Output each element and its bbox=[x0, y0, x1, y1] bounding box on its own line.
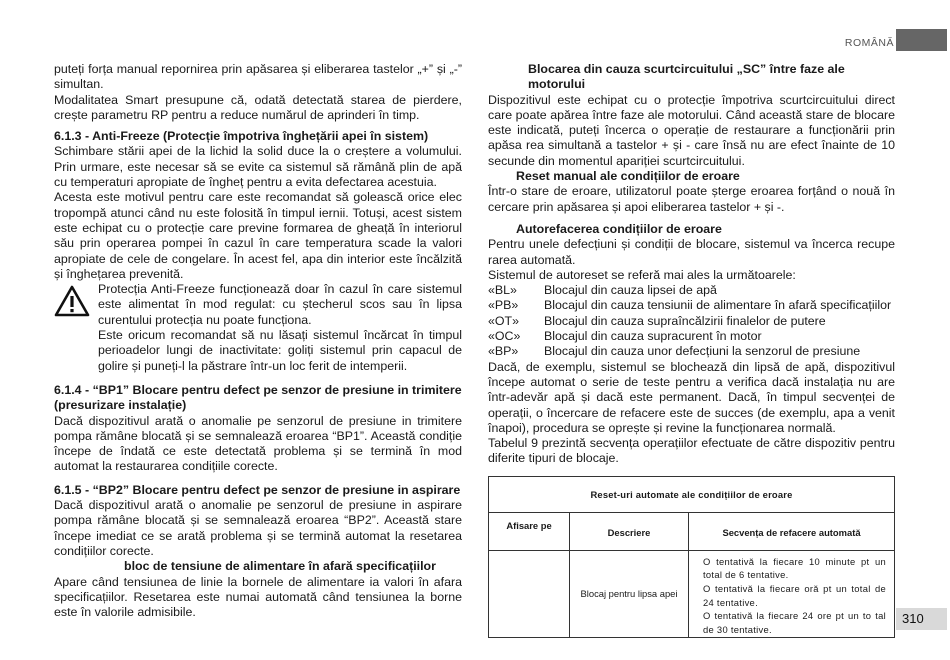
paragraph: Într-o stare de eroare, utilizatorul poate șterge eroarea forțând o nouă în cercare prin apăsarea și apoi eliberarea tastelor + și -. bbox=[488, 184, 895, 214]
subheading-reset-manual: Reset manual ale condițiilor de eroare bbox=[516, 169, 740, 184]
column-header-afisare: Afisare pe bbox=[489, 513, 570, 550]
subheading-autorefacere: Autorefacerea condițiilor de eroare bbox=[516, 221, 722, 236]
error-code: «PB» bbox=[488, 298, 519, 313]
table-cell bbox=[489, 551, 570, 637]
right-column bbox=[488, 62, 895, 638]
paragraph: Tabelul 9 prezintă secvența operațiilor efectuate de către dispozitiv pentru diferite tipuri de blocaje. bbox=[488, 436, 895, 466]
subheading-bloc-tensiune: bloc de tensiune de alimentare în afară specificațiilor bbox=[124, 559, 436, 574]
table-header-row bbox=[489, 513, 894, 551]
error-description: Blocajul din cauza tensiunii de alimentare în afară specificațiilor bbox=[544, 298, 892, 313]
paragraph: Dacă, de exemplu, sistemul se blochează din lipsă de apă, dispozitivul începe automat o serie de teste pentru a verifica dacă instalația nu are într-adevăr apă și dacă este permanent. Dacă, în timpul secvenței de operații, o încercare de refacere este de succes (de exemplu, apa a venit înapoi), procedura se oprește și revine la funcționarea normală. bbox=[488, 359, 895, 435]
paragraph: Apare când tensiunea de linie la bornele de alimentare ia valori în afara specificațiilor. Resetarea este numai automată când tensiunea la borne este în valorile admisibile. bbox=[54, 574, 462, 620]
error-code-list bbox=[488, 283, 895, 359]
language-tab bbox=[896, 29, 947, 51]
table-cell-description: Blocaj pentru lipsa apei bbox=[570, 551, 689, 637]
table-cell-sequence bbox=[689, 551, 894, 637]
error-description: Blocajul din cauza supracurent în motor bbox=[544, 329, 762, 344]
paragraph: Sistemul de autoreset se referă mai ales la următoarele: bbox=[488, 267, 796, 282]
section-heading-6-1-5: 6.1.5 - “BP2” Blocare pentru defect pe senzor de presiune in aspirare bbox=[54, 482, 461, 497]
paragraph: Dacă dispozitivul arată o anomalie pe senzorul de presiune in trimitere pompa rămâne blocată și se semnalează eroarea “BP1”. Această condiție începe de îndată ce este detectată problema și se termină în mod automat la restaurarea condițiile corecte. bbox=[54, 413, 462, 474]
auto-reset-table bbox=[488, 476, 895, 638]
language-label: ROMÂNĂ bbox=[844, 37, 894, 49]
sequence-step: O tentativă la fiecare 10 minute pt un total de 6 tentative. bbox=[703, 555, 886, 581]
paragraph: Dacă dispozitivul arată o anomalie pe senzorul de presiune in aspirare pompa rămâne blocată și se semnalează eroarea “BP2”. Această stare începe imediat ce se arată problema și se termină automat la resetarea condițiilor corecte. bbox=[54, 498, 462, 558]
error-description: Blocajul din cauza unor defecțiuni la senzorul de presiune bbox=[544, 344, 861, 359]
left-column bbox=[54, 62, 462, 620]
error-code: «OT» bbox=[488, 313, 519, 328]
error-description: Blocajul din cauza supraîncălzirii finalelor de putere bbox=[544, 313, 826, 328]
sequence-step: O tentativă la fiecare 24 ore pt un to tal de 30 tentative. bbox=[703, 610, 886, 635]
table-row bbox=[489, 551, 894, 637]
paragraph: Pentru unele defecțiuni și condiții de blocare, sistemul va încerca recupe rarea automată. bbox=[488, 237, 895, 267]
list-item bbox=[488, 283, 895, 298]
list-item bbox=[488, 314, 895, 329]
error-code: «OC» bbox=[488, 329, 521, 344]
table-title: Reset-uri automate ale condițiilor de eroare bbox=[489, 477, 894, 513]
warning-block bbox=[54, 282, 462, 374]
warning-text: Protecția Anti-Freeze funcționează doar în cazul în care sistemul este alimentat în mod regulat: cu ștecherul scos sau în lipsa curentului protecția nu poate funcționa. bbox=[98, 282, 462, 327]
subheading-sc: Blocarea din cauza scurtcircuitului „SC” între faze ale motorului bbox=[528, 62, 845, 92]
section-heading-6-1-4: 6.1.4 - “BP1” Blocare pentru defect pe senzor de presiune in trimitere (presurizare instalație) bbox=[54, 382, 462, 413]
column-header-descriere: Descriere bbox=[570, 513, 689, 550]
paragraph: Schimbare stării apei de la lichid la solid duce la o creștere a volumului. Prin urmare, este necesar să se evite ca sistemul să rămână plin de apă cu temperaturi apropiate de îngheț pentru a evita defectarea acestuia. bbox=[54, 144, 462, 190]
page-number: 310 bbox=[896, 608, 947, 630]
error-code: «BP» bbox=[488, 344, 519, 359]
error-description: Blocajul din cauza lipsei de apă bbox=[544, 283, 717, 298]
section-heading-6-1-3: 6.1.3 - Anti-Freeze (Protecție împotriva înghețării apei în sistem) bbox=[54, 129, 429, 144]
paragraph: Modalitatea Smart presupune că, odată detectată starea de pierdere, crește parametru RP pentru a reduce numărul de aprinderi în timp. bbox=[54, 92, 462, 122]
warning-text: Este oricum recomandat să nu lăsați sistemul încărcat în timpul perioadelor lungi de inactivitate: goliți sistemul prin capacul de golire și puneți-l la păstrare într-un loc ferit de intemperii. bbox=[98, 328, 462, 373]
warning-triangle-icon bbox=[54, 285, 90, 317]
list-item bbox=[488, 298, 895, 313]
paragraph: puteți forța manual repornirea prin apăsarea și eliberarea tastelor „+” și „-” simultan. bbox=[54, 62, 462, 92]
paragraph: Acesta este motivul pentru care este recomandat să golească orice elec tropompă atunci când nu este folosită în timpul iernii. Totuși, acest sistem este echipat cu o protecție care previne formarea de gheață în interiorul său prin operarea pompei în cazul în care temperatura scade la valori apropiate de cele de congelare. În acest fel, apa din interior este încălzită și înghețarea prevenită. bbox=[54, 190, 462, 281]
column-header-secventa: Secvența de refacere automată bbox=[722, 526, 861, 538]
list-item bbox=[488, 344, 895, 359]
paragraph: Dispozitivul este echipat cu o protecție împotriva scurtcircuitului direct care poate apărea între faze ale motorului. Când această stare de blocare este indicată, puteți încerca o operație de restaurare a funcționării prin apăsa rea simultană a tastelor + și - care însă nu are efect înainte de 10 secunde din momentul apariției scurtcircuitului. bbox=[488, 92, 895, 168]
sequence-step: O tentativă la fiecare oră pt un total de 24 tentative. bbox=[703, 582, 886, 608]
list-item bbox=[488, 329, 895, 344]
error-code: «BL» bbox=[488, 283, 517, 298]
